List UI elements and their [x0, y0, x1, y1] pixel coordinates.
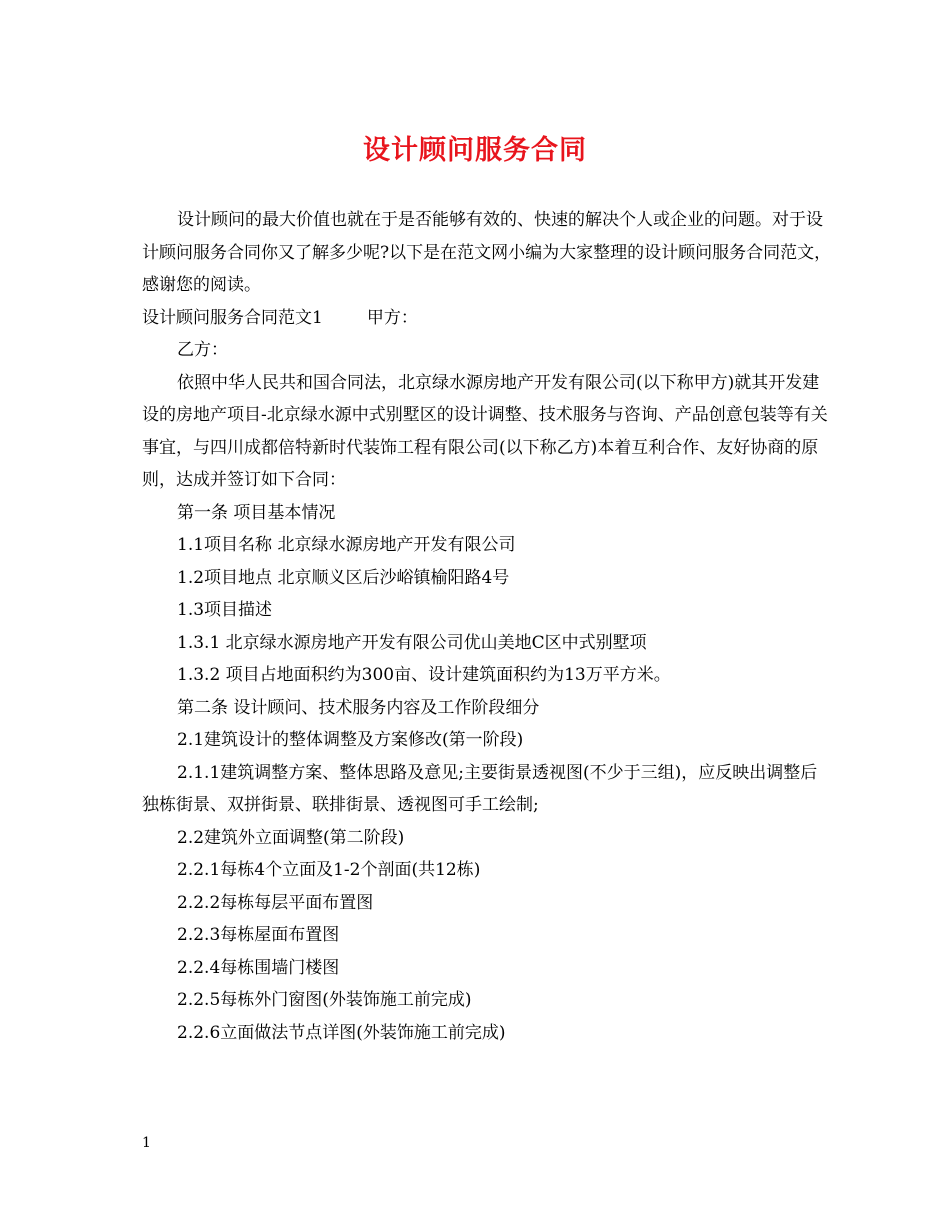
clause-line: 1.3.2 项目占地面积约为300亩、设计建筑面积约为13万平方米。 [177, 665, 671, 685]
clause-line: 2.1建筑设计的整体调整及方案修改(第一阶段) [177, 730, 524, 750]
clause-line: 1.2项目地点 北京顺义区后沙峪镇榆阳路4号 [177, 567, 510, 588]
clause-line: 2.2.3每栋屋面布置图 [177, 925, 340, 945]
clause-line: 1.1项目名称 北京绿水源房地产开发有限公司 [177, 535, 516, 555]
clause-line: 2.2.5每栋外门窗图(外装饰施工前完成) [177, 990, 472, 1010]
clause-2-1-1-paragraph: 2.1.1建筑调整方案、整体思路及意见;主要街景透视图(不少于三组)，应反映出调整后独栋街景、双拼街景、联排街景、透视图可手工绘制; [142, 762, 818, 815]
clause-line: 2.2.6立面做法节点详图(外装饰施工前完成) [177, 1022, 506, 1043]
intro-paragraph: 设计顾问的最大价值也就在于是否能够有效的、快速的解决个人或企业的问题。对于设计顾问服务合同你又了解多少呢?以下是在范文网小编为大家整理的设计顾问服务合同范文，感谢您的阅读。 [142, 210, 832, 295]
clause-line: 2.2.4每栋围墙门楼图 [177, 957, 340, 978]
page-number: 1 [142, 1135, 151, 1151]
sample-heading: 设计顾问服务合同范文1 [142, 307, 323, 328]
clause-line: 第二条 设计顾问、技术服务内容及工作阶段细分 [177, 697, 540, 718]
sample-heading-line [142, 302, 832, 335]
preamble-paragraph: 依照中华人民共和国合同法，北京绿水源房地产开发有限公司(以下称甲方)就其开发建设的房地产项目-北京绿水源中式别墅区的设计调整、技术服务与咨询、产品创意包装等有关事宜，与四川成都倍特新时代装饰工程有限公司(以下称乙方)本着互利合作、友好协商的原则，达成并签订如下合同： [142, 372, 828, 490]
party-a-label: 甲方： [366, 307, 418, 328]
clause-line: 第一条 项目基本情况 [177, 502, 336, 523]
clause-line: 1.3项目描述 [177, 600, 273, 620]
document-title: 设计顾问服务合同 [363, 135, 587, 166]
party-b-label: 乙方： [177, 340, 228, 360]
clause-line: 2.2建筑外立面调整(第二阶段) [177, 827, 405, 848]
clause-line: 1.3.1 北京绿水源房地产开发有限公司优山美地C区中式别墅项 [177, 632, 647, 653]
clause-line: 2.2.2每栋每层平面布置图 [177, 892, 374, 913]
document-body [142, 204, 832, 1049]
clause-line: 2.2.1每栋4个立面及1-2个剖面(共12栋) [177, 860, 481, 880]
